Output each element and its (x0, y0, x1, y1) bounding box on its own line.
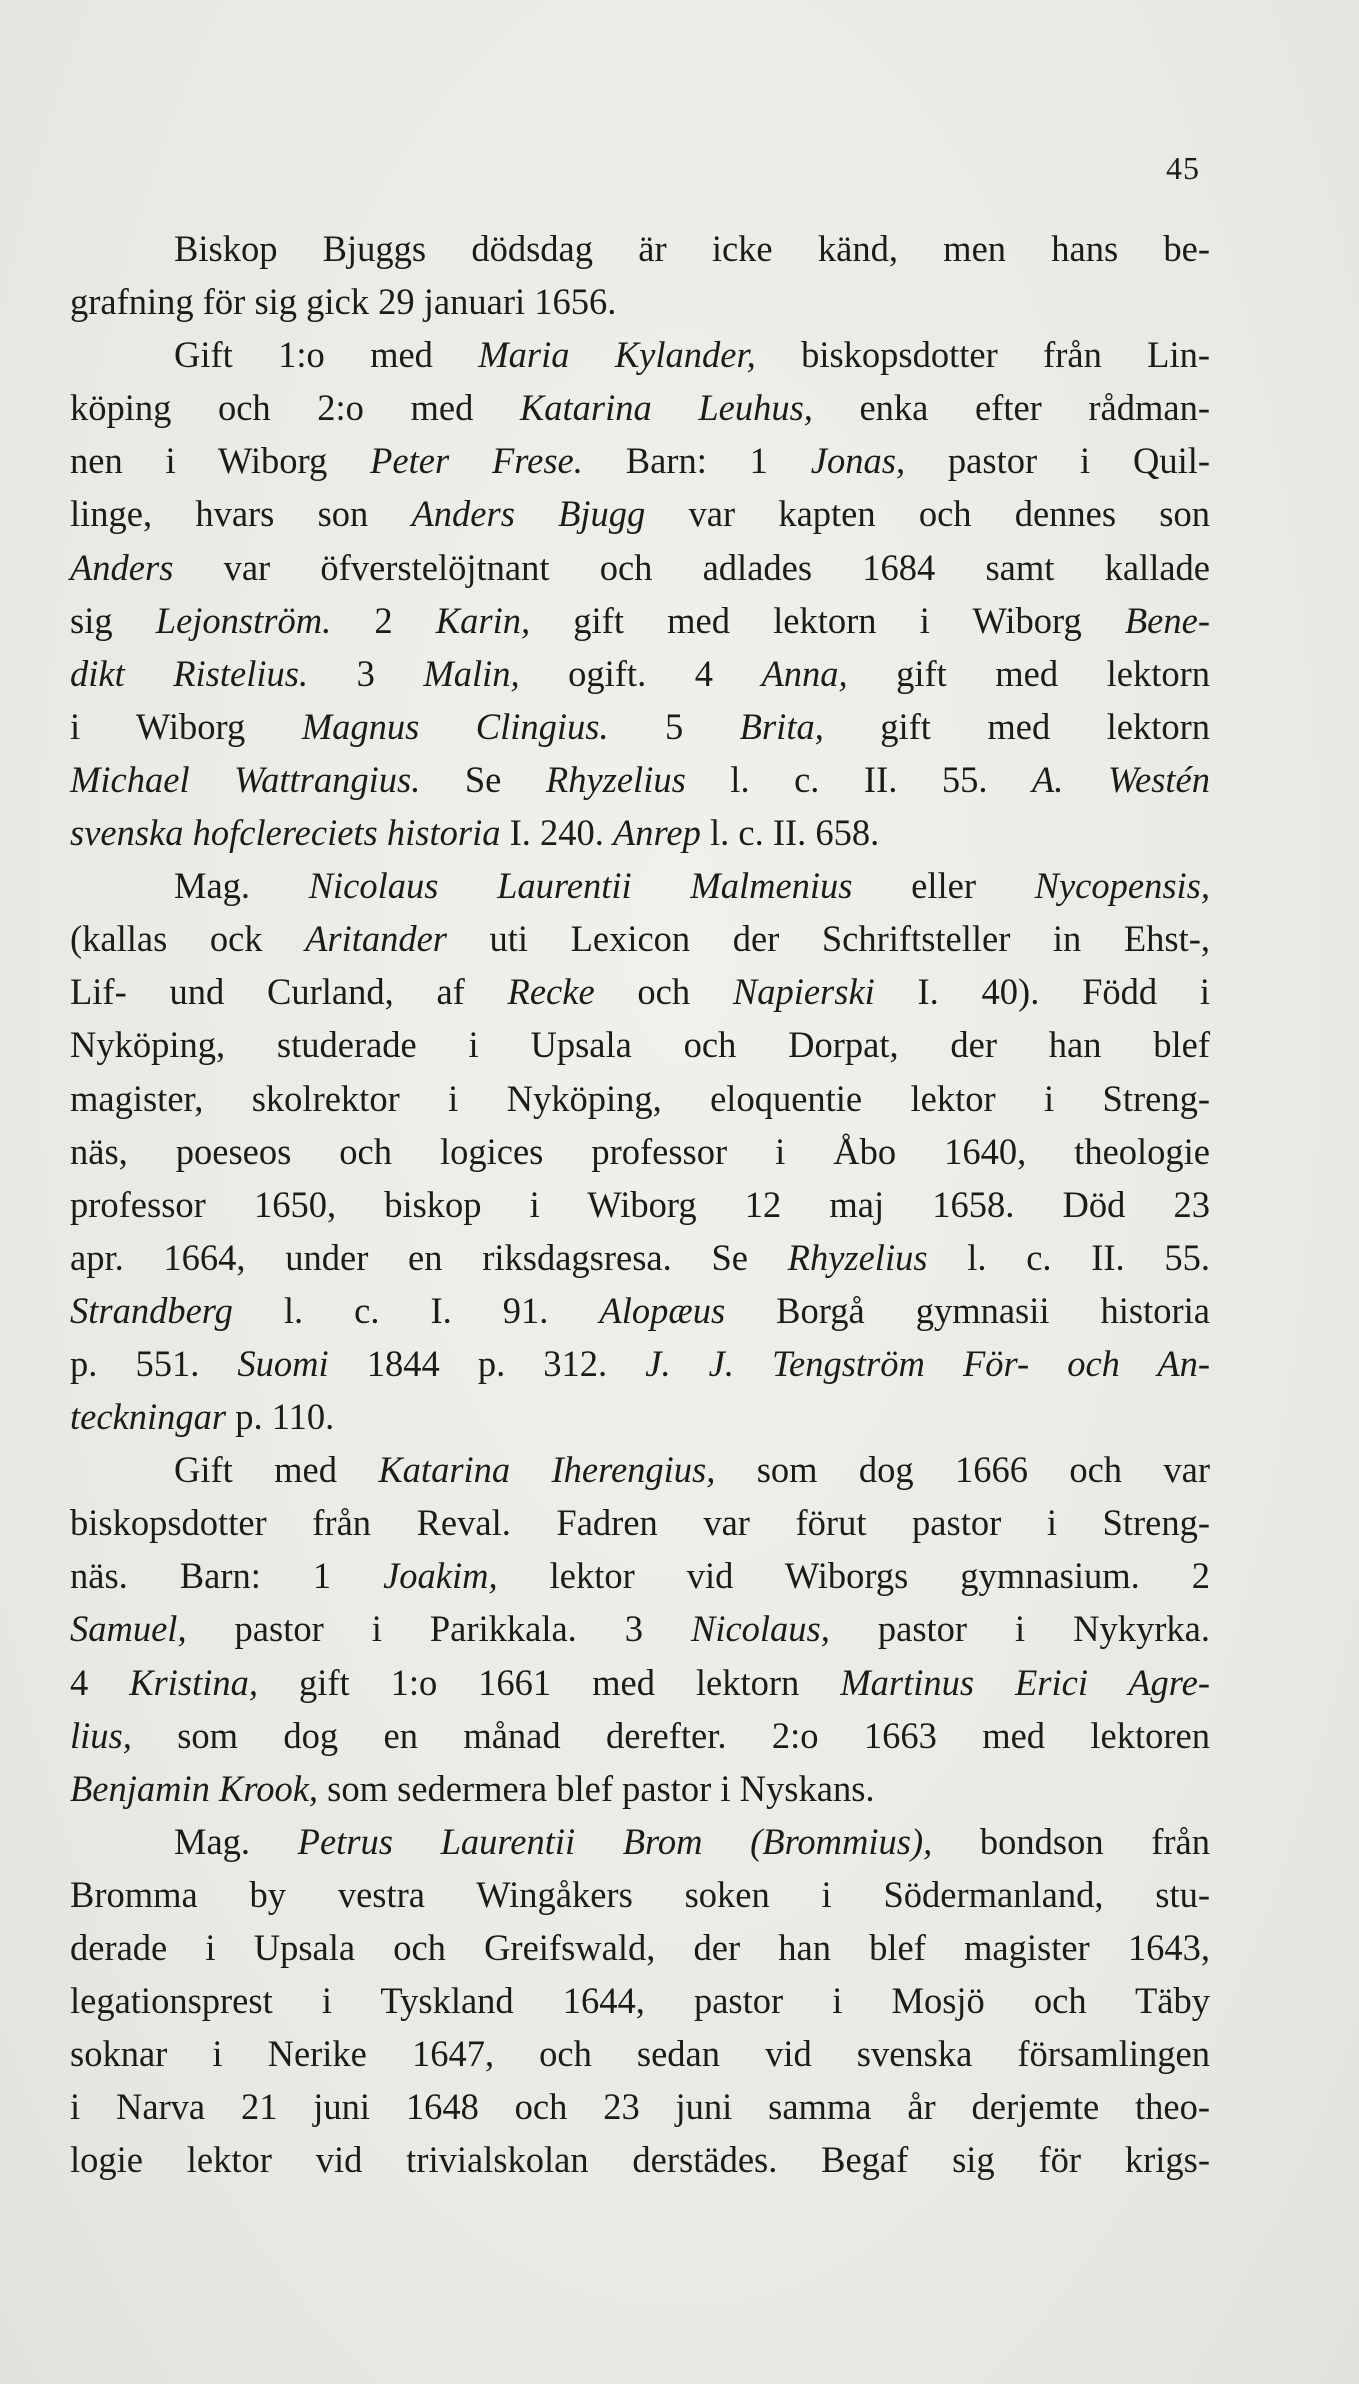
text-line (70, 965, 1210, 1018)
text-run: 1844 p. 312. (328, 1342, 646, 1384)
italic-name: Malin, (423, 652, 520, 694)
text-line (70, 328, 1210, 381)
text-run: p. 551. (70, 1342, 238, 1384)
italic-name: Nycopensis, (1034, 865, 1211, 907)
text-run: som dog en månad derefter. 2:o 1663 med lektoren (131, 1714, 1210, 1756)
text-run: Se (420, 758, 546, 800)
text-run: 4 (70, 1661, 130, 1703)
text-line (70, 1921, 1210, 1974)
text-line (70, 912, 1210, 965)
italic-name: Anders (70, 546, 174, 588)
text-run: p. 110. (226, 1396, 335, 1438)
text-line (70, 1337, 1210, 1390)
text-run: Bromma by vestra Wingåkers soken i Södermanland, stu- (70, 1873, 1210, 1915)
italic-name: Anrep (613, 812, 701, 854)
italic-name: Anders Bjugg (411, 493, 646, 535)
italic-name: Martinus Erici Agre- (840, 1661, 1211, 1703)
text-run: som dog 1666 och var (715, 1449, 1211, 1491)
text-run: sig (70, 599, 156, 641)
text-run: l. c. II. 55. (685, 758, 1033, 800)
text-line (70, 1496, 1210, 1549)
italic-name: Petrus Laurentii Brom (Brommius), (297, 1820, 933, 1862)
text-run: Lif- und Curland, af (70, 971, 508, 1013)
text-line (70, 1656, 1210, 1709)
body-text (70, 222, 1210, 2186)
text-run: 2 (331, 599, 436, 641)
text-run: var kapten och dennes son (645, 493, 1211, 535)
text-run: Biskop Bjuggs dödsdag är icke känd, men hans be- (174, 228, 1210, 269)
italic-name: svenska hofclereciets historia (70, 812, 501, 854)
text-run: soknar i Nerike 1647, och sedan vid svenska församlingen (70, 2033, 1210, 2075)
italic-name: lius, (70, 1714, 132, 1756)
text-run: gift med lektorn i Wiborg (530, 599, 1125, 641)
text-run: näs, poeseos och logices professor i Åbo 1640, theologie (70, 1130, 1210, 1172)
italic-name: Napierski (732, 971, 875, 1013)
text-run: gift 1:o 1661 med lektorn (258, 1661, 841, 1703)
text-line (70, 647, 1210, 700)
text-run: gift med lektorn (847, 652, 1211, 694)
text-line (70, 1815, 1210, 1868)
text-run: ogift. 4 (519, 652, 762, 694)
italic-name: Katarina Leuhus, (519, 387, 813, 429)
text-run: eller (852, 865, 1035, 907)
text-line (70, 1231, 1210, 1284)
text-line (70, 1868, 1210, 1921)
text-line (70, 700, 1210, 753)
text-line (70, 1125, 1210, 1178)
text-run: 5 (608, 705, 740, 747)
italic-name: J. J. Tengström För- och An- (645, 1342, 1211, 1384)
text-run: l. c. I. 91. (232, 1289, 600, 1331)
italic-name: Lejonström. (155, 599, 332, 641)
text-run: magister, skolrektor i Nyköping, eloquentie lektor i Streng- (70, 1077, 1210, 1119)
text-line (70, 1072, 1210, 1125)
text-line (70, 1974, 1210, 2027)
text-line (70, 487, 1210, 540)
text-line (70, 222, 1210, 275)
italic-name: Samuel, (70, 1608, 187, 1650)
text-run: linge, hvars son (70, 493, 412, 535)
text-line (70, 1762, 1210, 1815)
text-run: apr. 1664, under en riksdagsresa. Se (70, 1236, 788, 1278)
italic-name: Brita, (739, 705, 824, 747)
text-line (70, 1709, 1210, 1762)
text-run: Nyköping, studerade i Upsala och Dorpat, der han blef (70, 1024, 1210, 1066)
text-run: derade i Upsala och Greifswald, der han blef magister 1643, (70, 1927, 1210, 1968)
text-run: 3 (308, 652, 424, 694)
italic-name: Suomi (237, 1342, 329, 1384)
text-line (70, 381, 1210, 434)
text-run: Gift 1:o med (174, 334, 479, 376)
text-run: Barn: 1 (582, 440, 811, 482)
italic-name: Rhyzelius (787, 1236, 928, 1278)
text-run: professor 1650, biskop i Wiborg 12 maj 1658. Död 23 (70, 1183, 1210, 1225)
italic-name: Peter Frese. (370, 440, 583, 482)
text-line (70, 2080, 1210, 2133)
italic-name: Magnus Clingius. (301, 705, 609, 747)
text-line (70, 1018, 1210, 1071)
text-run: legationsprest i Tyskland 1644, pastor i Mosjö och Täby (70, 1980, 1210, 2022)
text-run: l. c. II. 658. (700, 812, 880, 854)
italic-name: Alopæus (599, 1289, 726, 1331)
text-run: Borgå gymnasii historia (725, 1289, 1211, 1331)
italic-name: Strandberg (70, 1289, 233, 1331)
text-line (70, 1602, 1210, 1655)
italic-name: Katarina Iherengius, (378, 1449, 716, 1491)
italic-name: Jonas, (810, 440, 906, 482)
text-line (70, 806, 1210, 859)
text-line (70, 2027, 1210, 2080)
text-run: biskopsdotter från Reval. Fadren var förut pastor i Streng- (70, 1502, 1210, 1544)
text-run: och (594, 971, 733, 1013)
italic-name: Recke (507, 971, 595, 1013)
italic-name: teckningar (70, 1396, 227, 1438)
text-run: lektor vid Wiborgs gymnasium. 2 (497, 1555, 1211, 1597)
text-run: uti Lexicon der Schriftsteller in Ehst-, (447, 918, 1210, 960)
italic-name: Karin, (435, 599, 531, 641)
italic-name: Nicolaus Laurentii Malmenius (308, 865, 853, 907)
text-line (70, 2133, 1210, 2186)
italic-name: Bene- (1124, 599, 1210, 641)
italic-name: A. Westén (1032, 758, 1210, 800)
text-run: i Wiborg (70, 705, 302, 747)
italic-name: Rhyzelius (545, 758, 686, 800)
text-line (70, 753, 1210, 806)
text-run: i Narva 21 juni 1648 och 23 juni samma år derjemte theo- (70, 2086, 1210, 2128)
text-line (70, 1284, 1210, 1337)
text-run: köping och 2:o med (70, 387, 520, 429)
italic-name: dikt Ristelius. (70, 652, 309, 694)
text-run: l. c. II. 55. (927, 1236, 1211, 1278)
italic-name: Anna, (761, 652, 848, 694)
italic-name: Nicolaus, (690, 1608, 830, 1650)
italic-name: Michael Wattrangius. (70, 758, 421, 800)
italic-name: Maria Kylander, (478, 334, 756, 376)
text-line (70, 275, 1210, 328)
text-run: bondson från (932, 1820, 1211, 1862)
text-run: nen i Wiborg (70, 440, 371, 482)
italic-name: Joakim, (383, 1555, 498, 1597)
text-line (70, 1549, 1210, 1602)
text-line (70, 541, 1210, 594)
text-run: I. 40). Född i (874, 971, 1210, 1013)
text-line (70, 434, 1210, 487)
italic-name: Kristina, (129, 1661, 259, 1703)
text-run: gift med lektorn (823, 705, 1211, 747)
text-run: grafning för sig gick 29 januari 1656. (70, 281, 617, 323)
text-line (70, 1443, 1210, 1496)
text-run: som sedermera blef pastor i Nyskans. (318, 1767, 875, 1809)
text-run: logie lektor vid trivialskolan derstädes. Begaf sig för krigs- (70, 2139, 1210, 2181)
text-run: I. 240. (500, 812, 613, 854)
text-run: biskopsdotter från Lin- (755, 334, 1211, 376)
text-line (70, 859, 1210, 912)
text-run: näs. Barn: 1 (70, 1555, 384, 1597)
text-run: Gift med (174, 1449, 379, 1491)
text-run: pastor i Parikkala. 3 (186, 1608, 691, 1650)
text-run: enka efter rådman- (812, 387, 1210, 429)
italic-name: Benjamin Krook, (70, 1767, 319, 1809)
text-run: var öfverstelöjtnant och adlades 1684 samt kallade (173, 546, 1210, 588)
text-line (70, 594, 1210, 647)
italic-name: Aritander (305, 918, 447, 960)
page-number: 45 (1166, 150, 1200, 186)
text-run: Mag. (174, 1820, 298, 1862)
text-line (70, 1178, 1210, 1231)
text-run: (kallas ock (70, 918, 306, 960)
text-run: pastor i Quil- (905, 440, 1211, 482)
text-run: Mag. (174, 865, 309, 907)
text-line (70, 1390, 1210, 1443)
text-run: pastor i Nykyrka. (829, 1608, 1210, 1650)
